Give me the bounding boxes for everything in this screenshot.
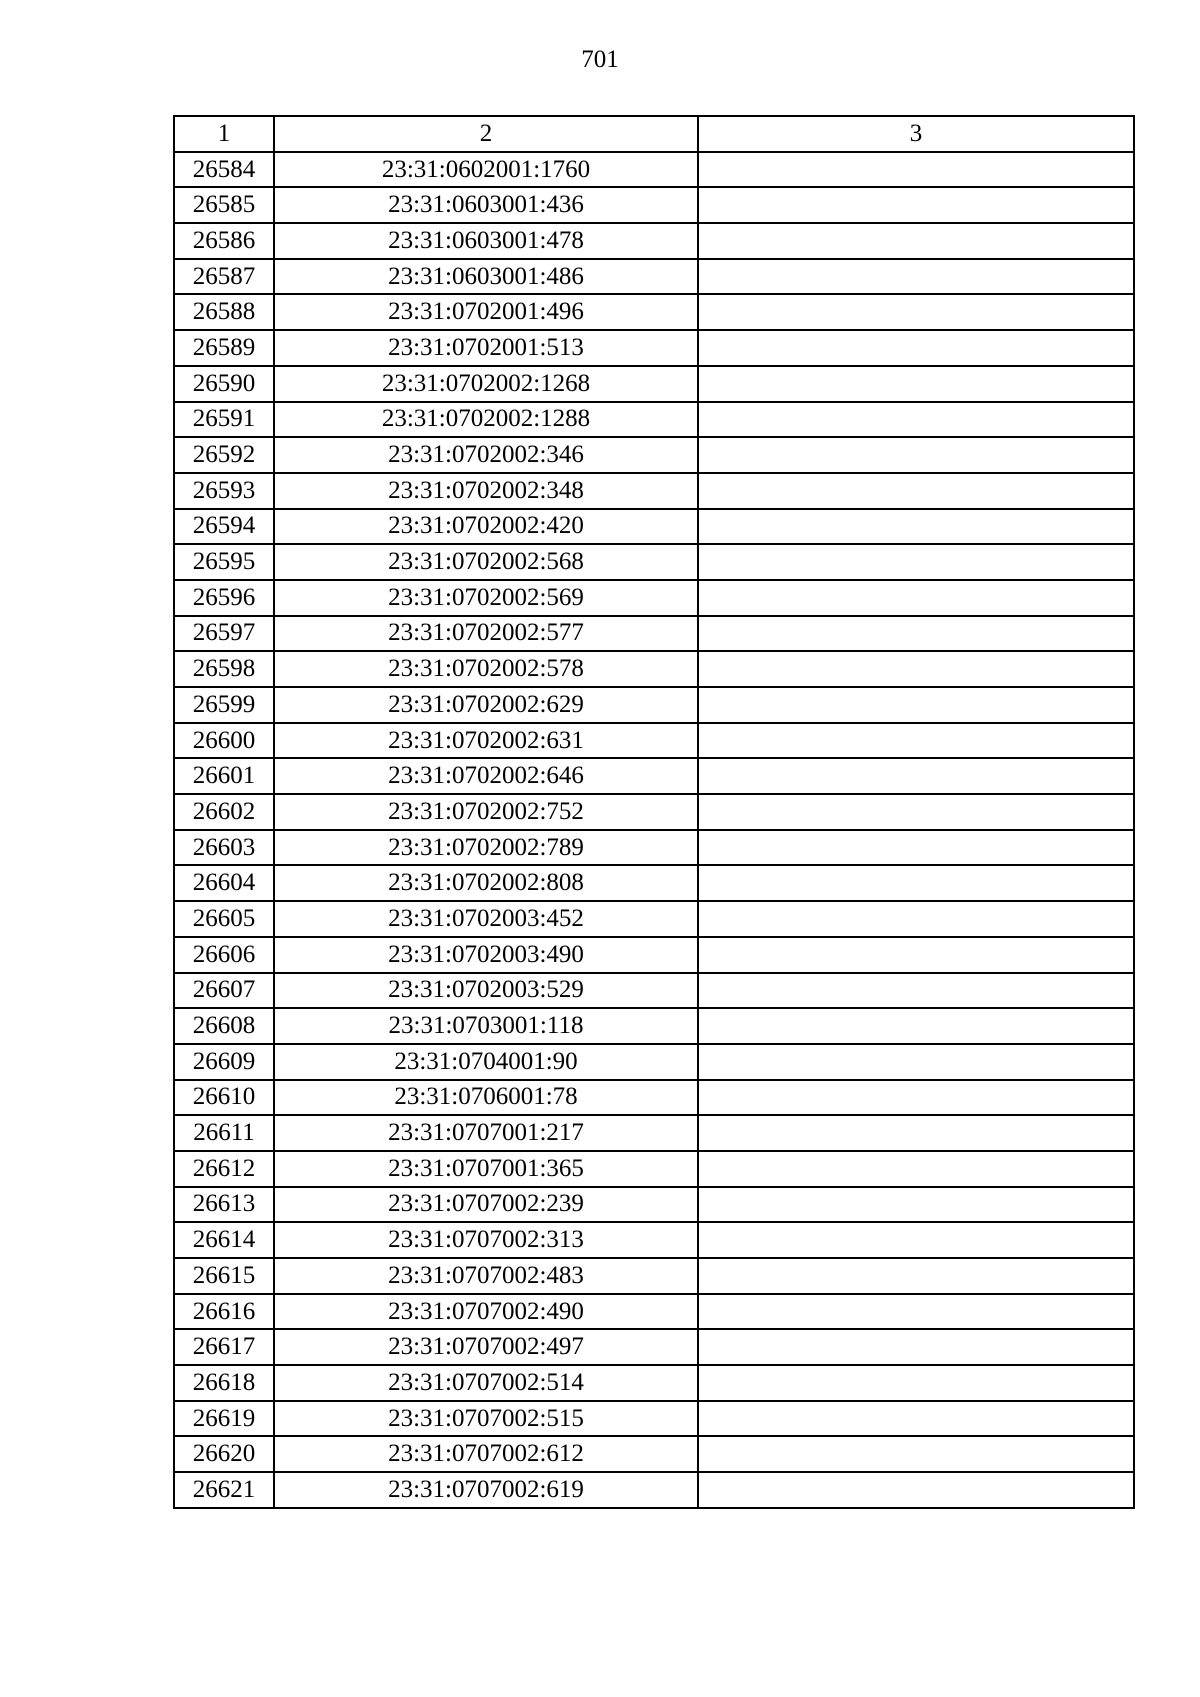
- table-row: [174, 1080, 1134, 1116]
- header-col-1: 1: [174, 116, 274, 152]
- row-number-cell: 26591: [174, 402, 274, 438]
- table-row: [174, 1401, 1134, 1437]
- note-cell: [698, 1401, 1134, 1437]
- row-number-cell: 26597: [174, 616, 274, 652]
- table-row: [174, 437, 1134, 473]
- cadastral-number-cell: 23:31:0707001:217: [274, 1115, 698, 1151]
- note-cell: [698, 366, 1134, 402]
- note-cell: [698, 509, 1134, 545]
- note-cell: [698, 580, 1134, 616]
- note-cell: [698, 187, 1134, 223]
- cadastral-number-cell: 23:31:0707002:313: [274, 1222, 698, 1258]
- note-cell: [698, 865, 1134, 901]
- row-number-cell: 26608: [174, 1008, 274, 1044]
- row-number-cell: 26620: [174, 1436, 274, 1472]
- table-row: [174, 616, 1134, 652]
- table-row: [174, 366, 1134, 402]
- cadastral-number-cell: 23:31:0707002:619: [274, 1472, 698, 1508]
- cadastral-number-cell: 23:31:0702002:789: [274, 830, 698, 866]
- cadastral-number-cell: 23:31:0702002:1288: [274, 402, 698, 438]
- cadastral-number-cell: 23:31:0702002:752: [274, 794, 698, 830]
- row-number-cell: 26586: [174, 223, 274, 259]
- table-body: [174, 152, 1134, 1508]
- table-row: [174, 223, 1134, 259]
- note-cell: [698, 1151, 1134, 1187]
- note-cell: [698, 330, 1134, 366]
- cadastral-number-cell: 23:31:0702003:452: [274, 901, 698, 937]
- note-cell: [698, 1436, 1134, 1472]
- cadastral-number-cell: 23:31:0702002:808: [274, 865, 698, 901]
- note-cell: [698, 1044, 1134, 1080]
- table-row: [174, 152, 1134, 188]
- note-cell: [698, 402, 1134, 438]
- note-cell: [698, 473, 1134, 509]
- table-row: [174, 1258, 1134, 1294]
- note-cell: [698, 1008, 1134, 1044]
- row-number-cell: 26594: [174, 509, 274, 545]
- table-row: [174, 687, 1134, 723]
- row-number-cell: 26589: [174, 330, 274, 366]
- cadastral-number-cell: 23:31:0707002:490: [274, 1294, 698, 1330]
- table-row: [174, 651, 1134, 687]
- table-row: [174, 1187, 1134, 1223]
- note-cell: [698, 1365, 1134, 1401]
- cadastral-number-cell: 23:31:0702001:496: [274, 294, 698, 330]
- table-row: [174, 1044, 1134, 1080]
- note-cell: [698, 973, 1134, 1009]
- note-cell: [698, 1258, 1134, 1294]
- table-row: [174, 402, 1134, 438]
- cadastral-number-cell: 23:31:0702002:629: [274, 687, 698, 723]
- cadastral-number-cell: 23:31:0707002:497: [274, 1329, 698, 1365]
- cadastral-number-cell: 23:31:0707001:365: [274, 1151, 698, 1187]
- cadastral-number-cell: 23:31:0707002:239: [274, 1187, 698, 1223]
- note-cell: [698, 223, 1134, 259]
- note-cell: [698, 651, 1134, 687]
- note-cell: [698, 758, 1134, 794]
- table-row: [174, 544, 1134, 580]
- table-row: [174, 509, 1134, 545]
- note-cell: [698, 437, 1134, 473]
- note-cell: [698, 687, 1134, 723]
- table-row: [174, 580, 1134, 616]
- cadastral-number-cell: 23:31:0702002:578: [274, 651, 698, 687]
- cadastral-number-cell: 23:31:0702001:513: [274, 330, 698, 366]
- note-cell: [698, 1187, 1134, 1223]
- cadastral-number-cell: 23:31:0702002:577: [274, 616, 698, 652]
- row-number-cell: 26584: [174, 152, 274, 188]
- header-col-3: 3: [698, 116, 1134, 152]
- note-cell: [698, 259, 1134, 295]
- cadastral-number-cell: 23:31:0603001:478: [274, 223, 698, 259]
- cadastral-number-cell: 23:31:0707002:612: [274, 1436, 698, 1472]
- note-cell: [698, 1222, 1134, 1258]
- header-col-2: 2: [274, 116, 698, 152]
- table-row: [174, 1115, 1134, 1151]
- row-number-cell: 26612: [174, 1151, 274, 1187]
- table-row: [174, 794, 1134, 830]
- table-row: [174, 1436, 1134, 1472]
- note-cell: [698, 794, 1134, 830]
- table-row: [174, 1222, 1134, 1258]
- cadastral-number-cell: 23:31:0702002:420: [274, 509, 698, 545]
- table-row: [174, 1329, 1134, 1365]
- table-row: [174, 1365, 1134, 1401]
- cadastral-number-cell: 23:31:0707002:483: [274, 1258, 698, 1294]
- row-number-cell: 26611: [174, 1115, 274, 1151]
- row-number-cell: 26595: [174, 544, 274, 580]
- table-row: [174, 330, 1134, 366]
- cadastral-number-cell: 23:31:0702003:490: [274, 937, 698, 973]
- note-cell: [698, 152, 1134, 188]
- row-number-cell: 26603: [174, 830, 274, 866]
- table-row: [174, 473, 1134, 509]
- table-row: [174, 1008, 1134, 1044]
- table-row: [174, 1294, 1134, 1330]
- row-number-cell: 26618: [174, 1365, 274, 1401]
- cadastral-number-cell: 23:31:0702003:529: [274, 973, 698, 1009]
- row-number-cell: 26606: [174, 937, 274, 973]
- cadastral-number-cell: 23:31:0702002:568: [274, 544, 698, 580]
- table-row: [174, 723, 1134, 759]
- row-number-cell: 26615: [174, 1258, 274, 1294]
- row-number-cell: 26600: [174, 723, 274, 759]
- table-row: [174, 901, 1134, 937]
- row-number-cell: 26599: [174, 687, 274, 723]
- note-cell: [698, 937, 1134, 973]
- row-number-cell: 26607: [174, 973, 274, 1009]
- cadastral-number-cell: 23:31:0702002:1268: [274, 366, 698, 402]
- table-header: [174, 116, 1134, 152]
- page-number: 701: [581, 46, 619, 73]
- note-cell: [698, 830, 1134, 866]
- row-number-cell: 26592: [174, 437, 274, 473]
- table-row: [174, 1151, 1134, 1187]
- table-row: [174, 758, 1134, 794]
- note-cell: [698, 1472, 1134, 1508]
- cadastral-number-cell: 23:31:0603001:486: [274, 259, 698, 295]
- cadastral-number-cell: 23:31:0702002:348: [274, 473, 698, 509]
- cadastral-number-cell: 23:31:0702002:646: [274, 758, 698, 794]
- row-number-cell: 26616: [174, 1294, 274, 1330]
- cadastral-number-cell: 23:31:0603001:436: [274, 187, 698, 223]
- cadastral-number-cell: 23:31:0703001:118: [274, 1008, 698, 1044]
- cadastral-number-cell: 23:31:0706001:78: [274, 1080, 698, 1116]
- note-cell: [698, 544, 1134, 580]
- table-row: [174, 294, 1134, 330]
- row-number-cell: 26613: [174, 1187, 274, 1223]
- table-row: [174, 973, 1134, 1009]
- register-table: [173, 115, 1135, 1509]
- note-cell: [698, 1115, 1134, 1151]
- row-number-cell: 26617: [174, 1329, 274, 1365]
- cadastral-number-cell: 23:31:0704001:90: [274, 1044, 698, 1080]
- row-number-cell: 26614: [174, 1222, 274, 1258]
- row-number-cell: 26619: [174, 1401, 274, 1437]
- cadastral-number-cell: 23:31:0702002:569: [274, 580, 698, 616]
- row-number-cell: 26601: [174, 758, 274, 794]
- table-row: [174, 830, 1134, 866]
- row-number-cell: 26587: [174, 259, 274, 295]
- table-row: [174, 187, 1134, 223]
- cadastral-number-cell: 23:31:0707002:515: [274, 1401, 698, 1437]
- row-number-cell: 26596: [174, 580, 274, 616]
- note-cell: [698, 1080, 1134, 1116]
- note-cell: [698, 723, 1134, 759]
- row-number-cell: 26621: [174, 1472, 274, 1508]
- note-cell: [698, 1294, 1134, 1330]
- note-cell: [698, 616, 1134, 652]
- note-cell: [698, 294, 1134, 330]
- cadastral-number-cell: 23:31:0702002:346: [274, 437, 698, 473]
- row-number-cell: 26590: [174, 366, 274, 402]
- note-cell: [698, 1329, 1134, 1365]
- cadastral-number-cell: 23:31:0602001:1760: [274, 152, 698, 188]
- note-cell: [698, 901, 1134, 937]
- table-row: [174, 937, 1134, 973]
- row-number-cell: 26588: [174, 294, 274, 330]
- row-number-cell: 26585: [174, 187, 274, 223]
- row-number-cell: 26610: [174, 1080, 274, 1116]
- row-number-cell: 26605: [174, 901, 274, 937]
- row-number-cell: 26604: [174, 865, 274, 901]
- table-row: [174, 259, 1134, 295]
- header-row: [174, 116, 1134, 152]
- row-number-cell: 26602: [174, 794, 274, 830]
- table-row: [174, 865, 1134, 901]
- row-number-cell: 26593: [174, 473, 274, 509]
- row-number-cell: 26609: [174, 1044, 274, 1080]
- cadastral-number-cell: 23:31:0707002:514: [274, 1365, 698, 1401]
- row-number-cell: 26598: [174, 651, 274, 687]
- table-row: [174, 1472, 1134, 1508]
- cadastral-number-cell: 23:31:0702002:631: [274, 723, 698, 759]
